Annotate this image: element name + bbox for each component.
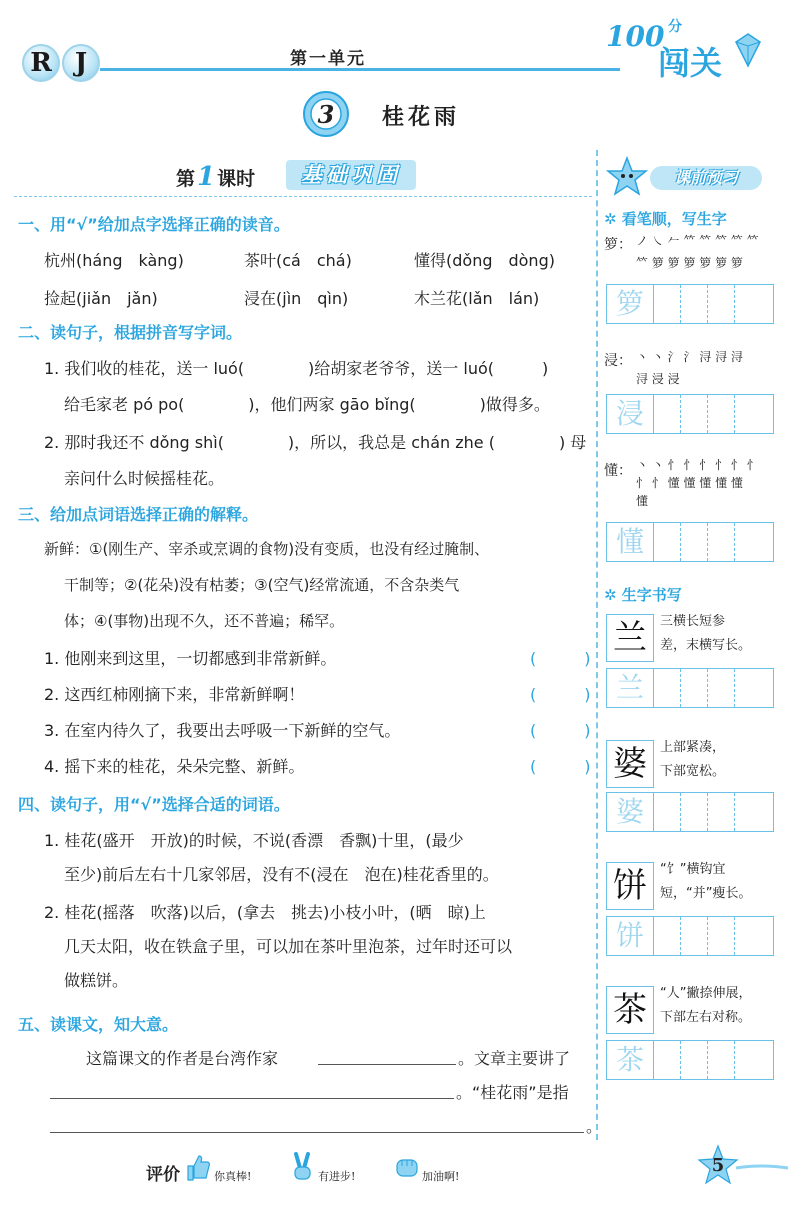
q1-item: 茶叶(cá chá) [244,251,352,270]
char-tip: 三横长短参 差，末横写长。 [660,614,752,653]
period-label [176,162,255,192]
preview-header [606,156,776,196]
writing-grid[interactable] [606,792,774,832]
answer-paren[interactable]: ( ) [530,649,591,668]
answer-line[interactable] [50,1098,454,1099]
demo-char: 茶 [606,986,654,1034]
char-writing-title: ✲ 生字书写 [604,586,682,604]
writing-grid[interactable] [606,394,774,434]
fist-icon[interactable] [394,1156,420,1180]
grid-cell[interactable] [681,285,708,323]
char-tip: “人”撇捺伸展， 下部左右对称。 [660,986,752,1025]
grid-cell[interactable] [708,669,735,707]
char-tip: “饣”横钩宜 短，“并”瘦长。 [660,862,752,901]
answer-line[interactable] [50,1132,584,1133]
logo-number: 100 [606,20,665,53]
writing-grid[interactable] [606,284,774,324]
q2-line: 给毛家老 pó po( )，他们两家 gāo bǐng( )做得多。 [64,395,550,414]
answer-paren[interactable]: ( ) [530,721,591,740]
eval-progress: 有进步! [318,1170,356,1183]
q3-item: 3. 在室内待久了，我要出去呼吸一下新鲜的空气。 [44,721,401,740]
grid-cell[interactable] [681,669,708,707]
char-label: 箩： [604,237,632,253]
grid-cell[interactable] [681,523,708,561]
section-1-title: 一、用“√”给加点字选择正确的读音。 [18,215,290,234]
unit-title: 第一单元 [290,49,366,69]
stroke-sequence: 浔 浸 浸 [636,372,680,386]
logo-text: 闯关 [658,44,723,82]
grid-cell[interactable] [681,1041,708,1079]
section-4-title: 四、读句子，用“√”选择合适的词语。 [18,795,290,814]
answer-paren[interactable]: ( ) [530,757,591,776]
grid-cell[interactable] [708,523,735,561]
grid-cell[interactable] [654,669,681,707]
grid-cell[interactable] [735,669,761,707]
char-tip: 上部紧凑， 下部宽松。 [660,740,726,779]
grid-cell[interactable] [681,793,708,831]
answer-line[interactable] [318,1064,456,1065]
q5-text: 。 [586,1117,603,1136]
victory-hand-icon[interactable] [290,1152,316,1182]
answer-paren[interactable]: ( ) [530,685,591,704]
grid-cell[interactable] [654,285,681,323]
grid-cell[interactable] [654,523,681,561]
demo-char: 饼 [606,862,654,910]
stroke-sequence: ノ ㇏ 𠂉 𥫗 𥫗 𥫗 𥫗 𥫗 [636,234,759,248]
stroke-order-title: ✲ 看笔顺，写生字 [604,210,727,228]
writing-grid[interactable] [606,1040,774,1080]
lesson-number: 3 [317,100,335,129]
logo-fen: 分 [668,19,682,35]
demo-char: 兰 [606,614,654,662]
eval-great: 你真棒! [214,1170,252,1183]
j-badge: J [62,44,100,82]
period-number: 1 [197,162,216,192]
grid-cell[interactable] [708,793,735,831]
evaluation-label: 评价 [146,1165,180,1185]
q2-line: 1. 我们收的桂花，送一 luó( )给胡家老爷爷，送一 luó( ) [44,359,549,378]
grid-cell[interactable] [681,395,708,433]
model-char: 懂 [607,523,654,561]
q3-item: 2. 这西红柿刚摘下来，非常新鲜啊！ [44,685,305,704]
lesson-title: 桂花雨 [382,105,461,130]
section-divider [14,196,592,197]
period-pre: 第 [176,168,196,190]
eval-keep-going: 加油啊! [422,1170,460,1183]
r-badge: R [22,44,60,82]
q4-line: 2. 桂花(摇落 吹落)以后，(拿去 挑去)小枝小叶，(晒 晾)上 [44,903,486,922]
model-char: 兰 [607,669,654,707]
stroke-sequence: 丶 丶 氵 氵 浔 浔 浔 [636,350,743,364]
stroke-sequence: 懂 [636,494,649,508]
q2-line: 2. 那时我还不 dǒng shì( )，所以，我总是 chán zhe ( ) 母 [44,433,587,452]
preview-tag: 课前预习 [650,166,762,190]
writing-grid[interactable] [606,668,774,708]
q3-item: 4. 摇下来的桂花，朵朵完整、新鲜。 [44,757,305,776]
period-post: 课时 [217,168,256,190]
grid-cell[interactable] [654,917,681,955]
q4-line: 至少)前后左右十几家邻居，没有不(浸在 泡在)桂花香里的。 [64,865,499,884]
model-char: 婆 [607,793,654,831]
section-2-title: 二、读句子，根据拼音写字词。 [18,323,243,342]
q4-line: 1. 桂花(盛开 开放)的时候，不说(香漂 香飘)十里，(最少 [44,831,464,850]
q1-item: 捡起(jiǎn jǎn) [44,289,158,308]
diamond-icon [728,30,768,70]
char-label: 浸： [604,353,632,369]
column-divider [596,150,598,1140]
grid-cell[interactable] [735,285,761,323]
model-char: 饼 [607,917,654,955]
model-char: 箩 [607,285,654,323]
grid-cell[interactable] [708,285,735,323]
page-number: 5 [711,1155,725,1176]
definition-line: 体；④(事物)出现不久，还不普遍；稀罕。 [64,612,345,630]
grid-cell[interactable] [681,917,708,955]
grid-cell[interactable] [735,1041,761,1079]
q4-line: 做糕饼。 [64,971,129,990]
q5-text: 这篇课文的作者是台湾作家 [86,1049,279,1068]
char-label: 懂： [604,463,632,479]
basic-consolidation-tag: 基础巩固 [286,160,416,190]
q1-item: 木兰花(lǎn lán) [414,289,540,308]
model-char: 茶 [607,1041,654,1079]
grid-cell[interactable] [735,793,761,831]
grid-cell[interactable] [654,395,681,433]
thumbs-up-icon[interactable] [184,1154,210,1182]
grid-cell[interactable] [735,917,761,955]
stroke-sequence: 丶 丶 忄 忄 忄 忄 忄 忄 [636,458,759,472]
writing-grid[interactable] [606,916,774,956]
definition-line: 新鲜：①(刚生产、宰杀或烹调的食物)没有变质，也没有经过腌制、 [44,540,490,558]
demo-char: 婆 [606,740,654,788]
grid-cell[interactable] [735,523,761,561]
stroke-sequence: 𥫗 箩 箩 箩 箩 箩 箩 [636,256,743,270]
writing-grid[interactable] [606,522,774,562]
q1-item: 杭州(háng kàng) [44,251,184,270]
grid-cell[interactable] [654,793,681,831]
section-5-title: 五、读课文，知大意。 [18,1015,179,1034]
logo-100-fen-chuangguan [600,16,772,82]
q4-line: 几天太阳，收在铁盒子里，可以加在茶叶里泡茶，过年时还可以 [64,937,513,956]
stroke-sequence: 忄 忄 懂 懂 懂 懂 懂 [636,476,743,490]
q5-text: 。“桂花雨”是指 [456,1083,569,1102]
grid-cell[interactable] [708,1041,735,1079]
model-char: 浸 [607,395,654,433]
grid-cell[interactable] [654,1041,681,1079]
section-3-title: 三、给加点词语选择正确的解释。 [18,505,259,524]
star-mascot-icon [606,156,648,196]
q5-text: 。文章主要讲了 [458,1049,571,1068]
grid-cell[interactable] [708,395,735,433]
grid-cell[interactable] [708,917,735,955]
q1-item: 浸在(jìn qìn) [244,289,349,308]
grid-cell[interactable] [735,395,761,433]
q3-item: 1. 他刚来到这里，一切都感到非常新鲜。 [44,649,337,668]
q1-item: 懂得(dǒng dòng) [414,251,555,270]
definition-line: 干制等；②(花朵)没有枯萎；③(空气)经常流通，不含杂类气 [64,576,460,594]
q2-line: 亲问什么时候摇桂花。 [64,469,225,488]
